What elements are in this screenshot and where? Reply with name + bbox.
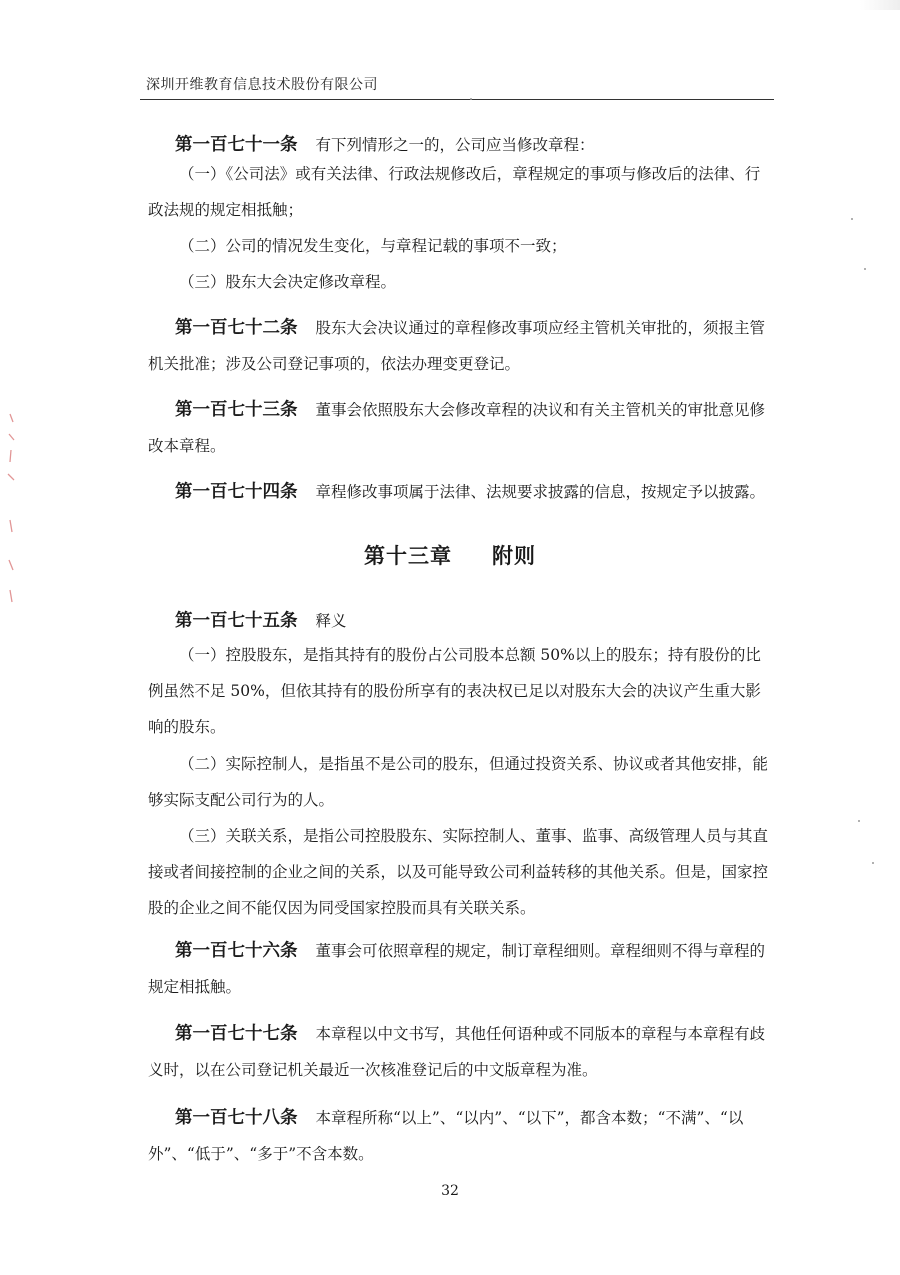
running-header: 深圳开维教育信息技术股份有限公司 — [146, 77, 378, 93]
article-172 — [148, 310, 773, 382]
article-text: 董事会依照股东大会修改章程的决议和有关主管机关的审批意见修改本章程。 — [148, 401, 766, 455]
scan-edge — [860, 0, 900, 10]
article-173 — [148, 392, 773, 464]
article-175-item-2: （二）实际控制人，是指虽不是公司的股东，但通过投资关系、协议或者其他安排，能够实际支配公司行为的人。 — [148, 755, 769, 809]
article-171-item-1: （一）《公司法》或有关法律、行政法规修改后，章程规定的事项与修改后的法律、行政法规的规定相抵触； — [148, 165, 761, 219]
article-number: 第一百七十八条 — [175, 1108, 298, 1128]
chapter-number: 第十三章 — [364, 544, 452, 568]
article-number: 第一百七十五条 — [175, 611, 298, 631]
scan-speck — [851, 218, 853, 220]
chapter-name: 附则 — [492, 544, 536, 568]
article-text: 本章程所称“以上”、“以内”、“以下”，都含本数；“不满”、“以外”、“低于”、“多于”不含本数。 — [148, 1109, 744, 1163]
chapter-title — [0, 540, 900, 570]
article-175-item-1: （一）控股股东，是指其持有的股份占公司股本总额 50%以上的股东；持有股份的比例虽然不足 50%，但依其持有的股份所享有的表决权已足以对股东大会的决议产生重大影响的股东。 — [148, 646, 761, 736]
article-171-item-3: （三）股东大会决定修改章程。 — [179, 273, 397, 291]
article-text: 董事会可依照章程的规定，制订章程细则。章程细则不得与章程的规定相抵触。 — [148, 942, 766, 996]
article-text: 本章程以中文书写，其他任何语种或不同版本的章程与本章程有歧义时，以在公司登记机关最近一次核准登记后的中文版章程为准。 — [148, 1025, 766, 1079]
article-number: 第一百七十六条 — [175, 941, 298, 961]
scan-speck — [864, 268, 866, 270]
article-number: 第一百七十二条 — [175, 318, 298, 338]
header-rule — [140, 99, 774, 100]
article-174 — [148, 474, 773, 510]
article-number: 第一百七十四条 — [175, 482, 298, 502]
article-text: 股东大会决议通过的章程修改事项应经主管机关审批的，须报主管机关批准；涉及公司登记事项的，依法办理变更登记。 — [148, 319, 766, 373]
article-number: 第一百七十七条 — [175, 1024, 298, 1044]
article-text: 章程修改事项属于法律、法规要求披露的信息，按规定予以披露。 — [315, 483, 766, 501]
seal-edge-mark — [4, 410, 18, 610]
article-171-item-2: （二）公司的情况发生变化，与章程记载的事项不一致； — [179, 237, 567, 255]
article-text: 有下列情形之一的，公司应当修改章程： — [315, 136, 595, 154]
article-175 — [148, 603, 773, 639]
article-number: 第一百七十三条 — [175, 400, 298, 420]
article-176 — [148, 933, 773, 1005]
article-178 — [148, 1100, 773, 1172]
scan-speck — [470, 98, 472, 100]
scan-speck — [872, 862, 874, 864]
article-number: 第一百七十一条 — [175, 135, 298, 155]
article-177 — [148, 1016, 773, 1088]
article-text: 释义 — [315, 612, 347, 630]
scan-speck — [858, 820, 860, 822]
page-number: 32 — [441, 1183, 459, 1199]
article-175-item-3: （三）关联关系，是指公司控股股东、实际控制人、董事、监事、高级管理人员与其直接或者间接控制的企业之间的关系，以及可能导致公司利益转移的其他关系。但是，国家控股的企业之间不能仅因为同受国家控股而具有关联关系。 — [148, 827, 769, 917]
